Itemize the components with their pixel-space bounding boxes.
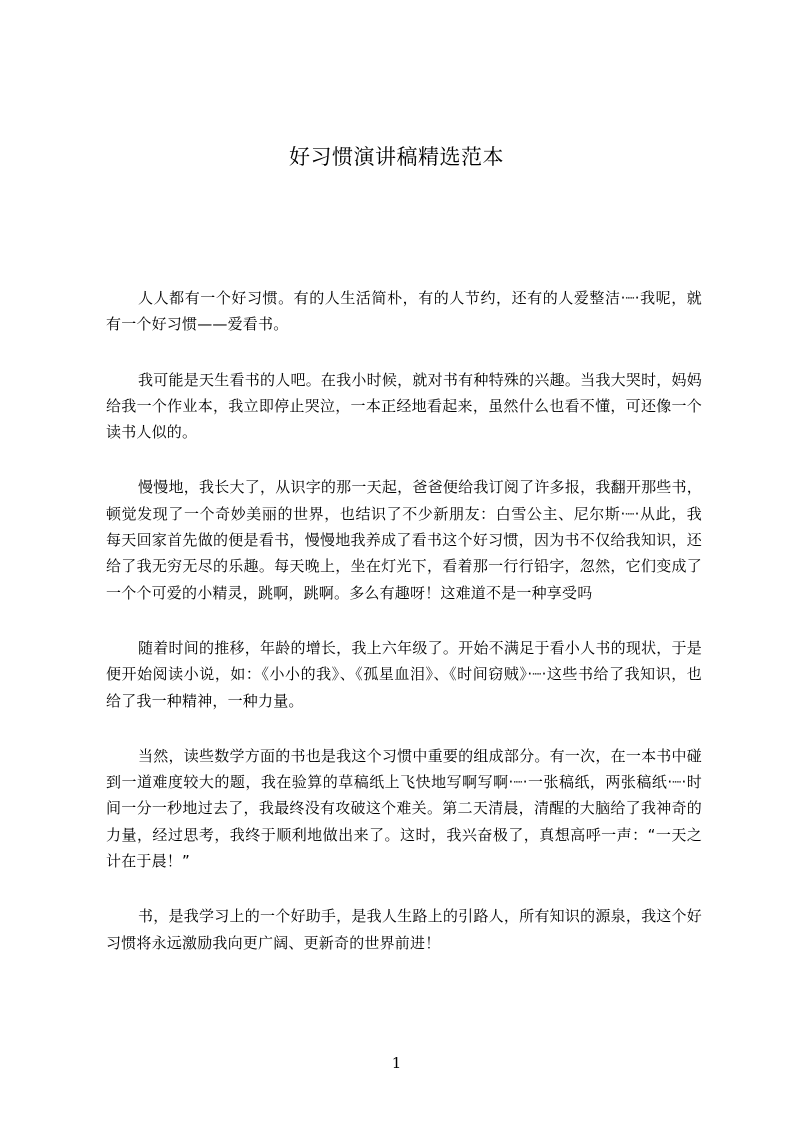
paragraph-3: 慢慢地，我长大了，从识字的那一天起，爸爸便给我订阅了许多报，我翻开那些书，顿觉发现了一个奇妙美丽的世界，也结识了不少新朋友：白雪公主、尼尔斯·┈·从此，我每天回家首先做的便是看书，慢慢地我养成了看书这个好习惯，因为书不仅给我知识，还给了我无穷无尽的乐趣。每天晚上，坐在灯光下，看着那一行行铅字，忽然，它们变成了一个个可爱的小精灵，跳啊，跳啊。多么有趣呀！这难道不是一种享受吗 bbox=[106, 478, 702, 602]
document-title: 好习惯演讲稿精选范本 bbox=[289, 145, 504, 169]
page-number: 1 bbox=[391, 1054, 402, 1072]
paragraph-1: 人人都有一个好习惯。有的人生活简朴，有的人节约，还有的人爱整洁·┈·我呢，就有一个好习惯——爱看书。 bbox=[106, 289, 702, 334]
paragraph-2: 我可能是天生看书的人吧。在我小时候，就对书有种特殊的兴趣。当我大哭时，妈妈给我一个作业本，我立即停止哭泣，一本正经地看起来，虽然什么也看不懂，可还像一个读书人似的。 bbox=[106, 370, 702, 442]
paragraph-4: 随着时间的推移，年龄的增长，我上六年级了。开始不满足于看小人书的现状，于是便开始阅读小说，如：《小小的我》、《孤星血泪》、《时间窃贼》·┈·这些书给了我知识，也给了我一种精神，一种力量。 bbox=[106, 638, 702, 710]
paragraph-6: 书，是我学习上的一个好助手，是我人生路上的引路人，所有知识的源泉，我这个好习惯将永远激励我向更广阔、更新奇的世界前进！ bbox=[106, 907, 702, 952]
document-body bbox=[106, 285, 702, 985]
paragraph-5: 当然，读些数学方面的书也是我这个习惯中重要的组成部分。有一次，在一本书中碰到一道难度较大的题，我在验算的草稿纸上飞快地写啊写啊·┈·一张稿纸，两张稿纸·┈·时间一分一秒地过去了，我最终没有攻破这个难关。第二天清晨，清醒的大脑给了我神奇的力量，经过思考，我终于顺利地做出来了。这时，我兴奋极了，真想高呼一声：“一天之计在于晨！” bbox=[106, 746, 702, 871]
